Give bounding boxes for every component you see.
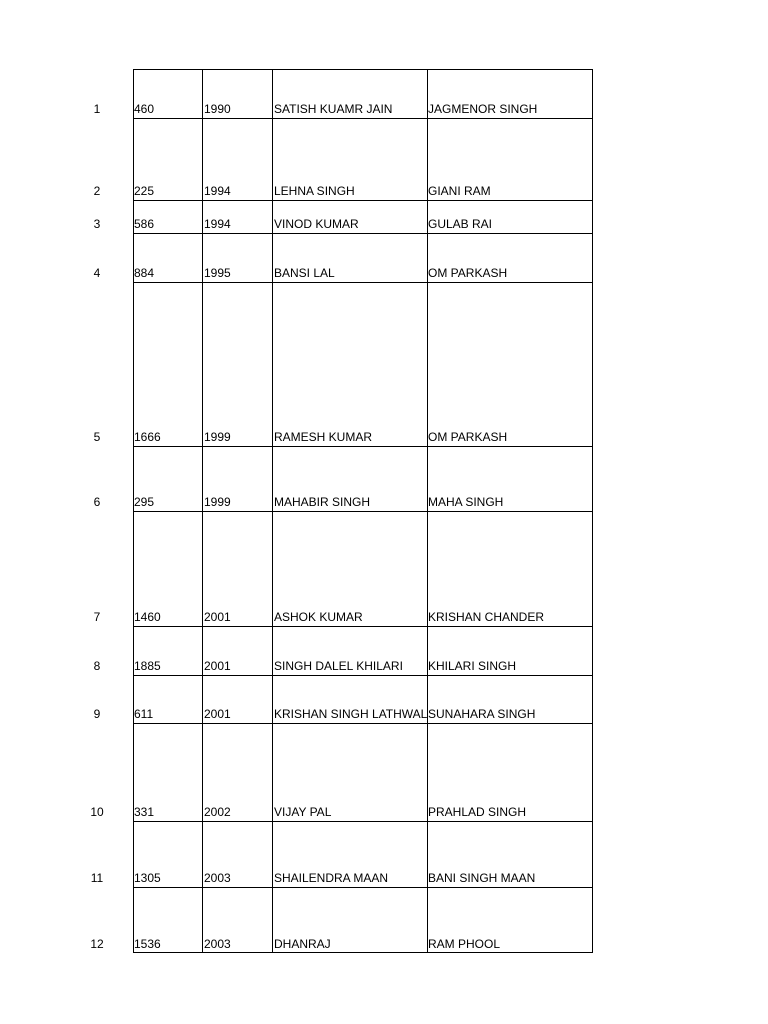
serial-number: 9: [93, 707, 101, 721]
father-name: KHILARI SINGH: [428, 659, 517, 673]
record-number: 1885: [134, 659, 161, 673]
table-row: [0, 446, 768, 511]
table-row: [0, 887, 768, 953]
serial-number: 11: [90, 871, 104, 885]
record-number: 225: [134, 184, 155, 198]
father-name: OM PARKASH: [428, 430, 508, 444]
year: 1994: [204, 217, 231, 231]
year: 2001: [204, 610, 231, 624]
serial-number: 4: [93, 266, 101, 280]
person-name: MAHABIR SINGH: [274, 495, 371, 509]
father-name: RAM PHOOL: [428, 937, 501, 951]
person-name: DHANRAJ: [274, 937, 331, 951]
year: 2001: [204, 659, 231, 673]
table-row: [0, 675, 768, 723]
year: 1990: [204, 102, 231, 116]
serial-number: 10: [90, 805, 104, 819]
record-number: 1305: [134, 871, 161, 885]
table-row: [0, 118, 768, 200]
person-name: RAMESH KUMAR: [274, 430, 373, 444]
record-number: 1666: [134, 430, 161, 444]
serial-number: 2: [93, 184, 101, 198]
year: 2001: [204, 707, 231, 721]
year: 1999: [204, 430, 231, 444]
year: 1995: [204, 266, 231, 280]
record-number: 611: [134, 707, 154, 721]
table-row: [0, 626, 768, 675]
record-number: 295: [134, 495, 155, 509]
serial-number: 8: [93, 659, 101, 673]
father-name: KRISHAN CHANDER: [428, 610, 545, 624]
serial-number: 3: [93, 217, 101, 231]
person-name: VINOD KUMAR: [274, 217, 359, 231]
serial-number: 1: [93, 102, 101, 116]
table-row: [0, 511, 768, 626]
person-name: SATISH KUAMR JAIN: [274, 102, 393, 116]
table-row: [0, 282, 768, 446]
year: 2003: [204, 937, 231, 951]
person-name: SHAILENDRA MAAN: [274, 871, 389, 885]
father-name: OM PARKASH: [428, 266, 508, 280]
father-name: MAHA SINGH: [428, 495, 504, 509]
person-name: KRISHAN SINGH LATHWAL: [274, 707, 428, 721]
person-name: SINGH DALEL KHILARI: [274, 659, 403, 673]
table-row: [0, 69, 768, 118]
father-name: SUNAHARA SINGH: [428, 707, 536, 721]
person-name: BANSI LAL: [274, 266, 335, 280]
table-row: [0, 200, 768, 233]
table-row: [0, 821, 768, 887]
year: 1994: [204, 184, 231, 198]
person-name: LEHNA SINGH: [274, 184, 355, 198]
record-number: 1536: [134, 937, 161, 951]
person-name: ASHOK KUMAR: [274, 610, 363, 624]
record-number: 884: [134, 266, 155, 280]
person-name: VIJAY PAL: [274, 805, 332, 819]
father-name: PRAHLAD SINGH: [428, 805, 527, 819]
record-number: 460: [134, 102, 155, 116]
record-number: 586: [134, 217, 155, 231]
father-name: GIANI RAM: [428, 184, 491, 198]
record-number: 1460: [134, 610, 161, 624]
table-row: [0, 723, 768, 821]
serial-number: 6: [93, 495, 101, 509]
record-number: 331: [134, 805, 155, 819]
year: 1999: [204, 495, 231, 509]
year: 2003: [204, 871, 231, 885]
table-row: [0, 233, 768, 282]
serial-number: 12: [90, 937, 104, 951]
serial-number: 7: [93, 610, 101, 624]
father-name: BANI SINGH MAAN: [428, 871, 536, 885]
father-name: GULAB RAI: [428, 217, 493, 231]
father-name: JAGMENOR SINGH: [428, 102, 538, 116]
year: 2002: [204, 805, 231, 819]
serial-number: 5: [93, 430, 101, 444]
